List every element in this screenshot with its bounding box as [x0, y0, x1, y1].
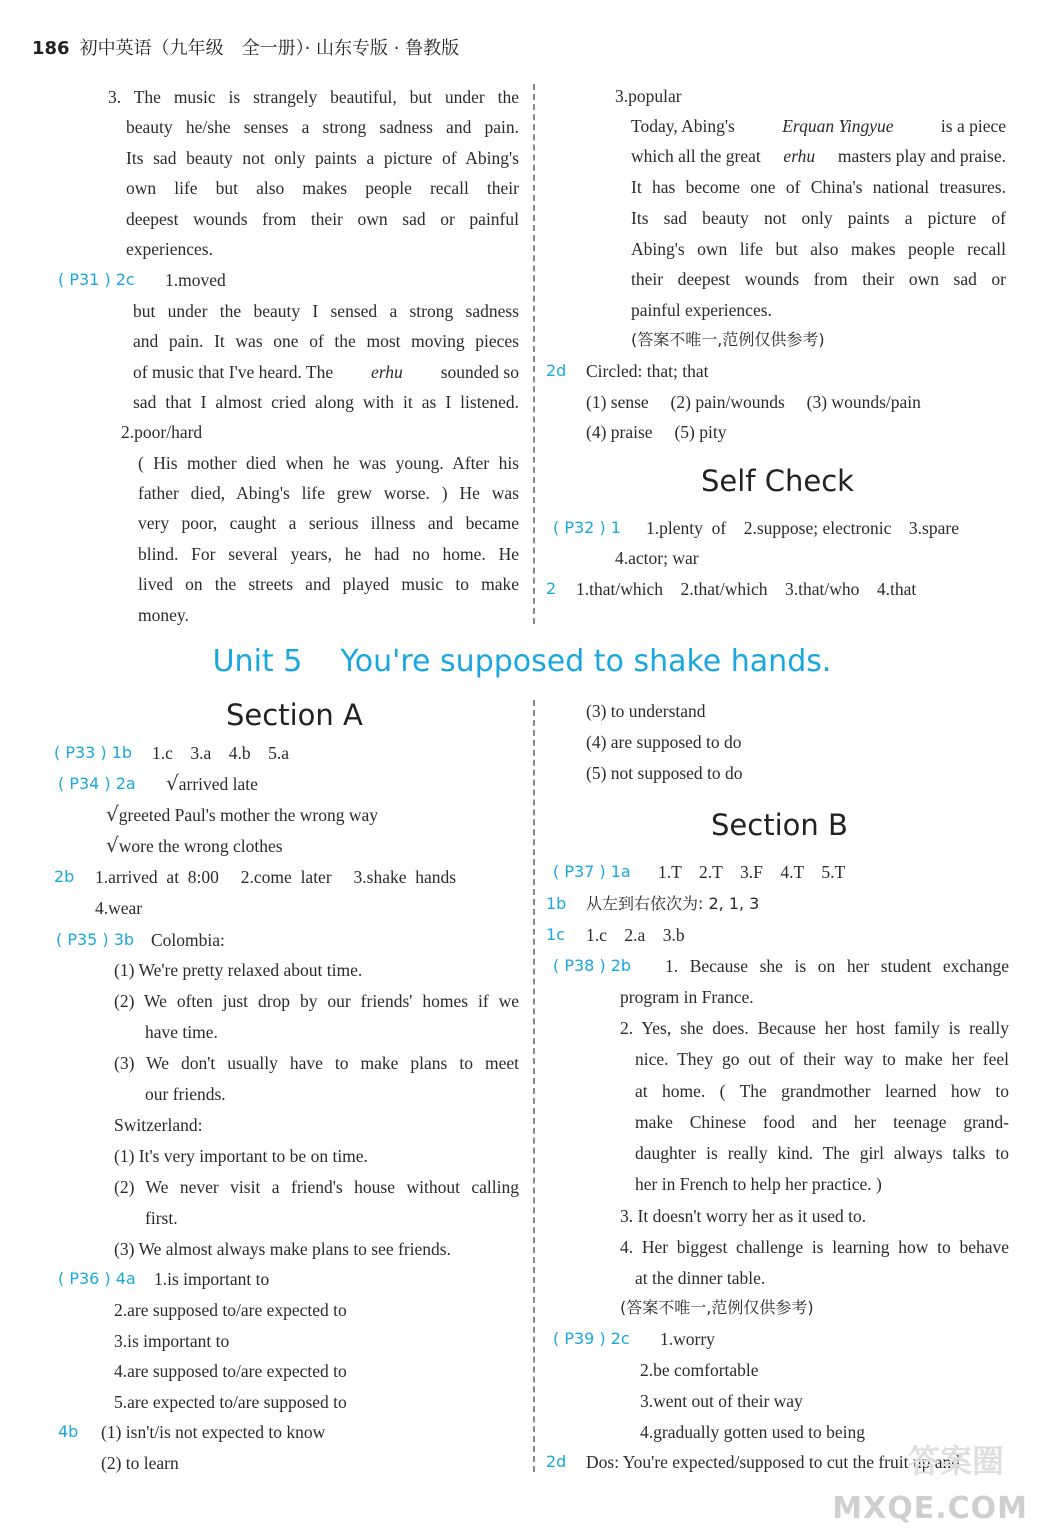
b1-text: 从左到右依次为: 2, 1, 3: [586, 894, 760, 913]
moved-line: and pain. It was one of the most moving pieces: [133, 331, 519, 351]
p38-line: program in France.: [620, 987, 754, 1007]
poor-line: father died, Abing's life grew worse. ) He was: [138, 483, 519, 503]
p38-item2-line: at home. ( The grandmother learned how to: [635, 1081, 1009, 1101]
b4-line: (2) to learn: [101, 1453, 179, 1473]
switzerland-label: Switzerland:: [114, 1115, 203, 1135]
switzerland-line: first.: [145, 1208, 178, 1228]
b4-tag: 4b: [58, 1422, 79, 1441]
d2-answers: (4) praise (5) pity: [586, 422, 727, 442]
p33-tag: ( P33 ) 1b: [54, 743, 133, 762]
p31-first: 1.moved: [165, 270, 226, 290]
check-item: [106, 804, 378, 826]
b1-tag: 1b: [546, 894, 567, 913]
p38-item4-line: at the dinner table.: [635, 1268, 766, 1288]
p39-line: 3.went out of their way: [640, 1391, 803, 1411]
answer-note: (答案不唯一,范例仅供参考): [631, 330, 825, 349]
p37-answers: 1.T 2.T 3.F 4.T 5.T: [658, 862, 846, 882]
checkmark-icon: √: [166, 771, 179, 795]
item3-line: 3. The music is strangely beautiful, but under the: [108, 87, 519, 107]
q2-tag: 2: [546, 579, 557, 598]
erhu-word: erhu: [371, 362, 403, 382]
popular-line: their deepest wounds from their own sad or: [631, 269, 1006, 289]
popular-line: Its sad beauty not only paints a picture of: [631, 208, 1006, 228]
b4-line: (4) are supposed to do: [586, 732, 742, 752]
p34-tag: ( P34 ) 2a: [58, 774, 136, 793]
moved-line: [133, 361, 519, 383]
p36-line: 4.are supposed to/are expected to: [114, 1361, 347, 1381]
popular-line: It has become one of China's national treasures.: [631, 177, 1006, 197]
poor-line: ( His mother died when he was young. After his: [138, 453, 519, 473]
p38-tag: ( P38 ) 2b: [553, 956, 632, 975]
checkmark-icon: √: [106, 833, 119, 857]
b2-tag: 2b: [54, 867, 75, 886]
checkmark-icon: √: [106, 802, 119, 826]
b4-line: (5) not supposed to do: [586, 763, 743, 783]
item3-line: own life but also makes people recall their: [126, 178, 519, 198]
which-line: [631, 145, 1006, 167]
p36-line: 1.is important to: [154, 1269, 270, 1289]
p31-tag: ( P31 ) 2c: [58, 270, 135, 289]
item3-line: experiences.: [126, 239, 213, 259]
p38-line: 1. Because she is on her student exchange: [665, 956, 1009, 976]
d2b-tag: 2d: [546, 1452, 567, 1471]
watermark-cn: 答案圈: [907, 1442, 1004, 1480]
d2-tag: 2d: [546, 361, 567, 380]
self-check-title: Self Check: [701, 464, 854, 498]
page-number: 186: [32, 38, 70, 59]
b4-line: (1) isn't/is not expected to know: [101, 1422, 326, 1442]
d2-answers: (1) sense (2) pain/wounds (3) wounds/pain: [586, 392, 921, 412]
check-item: [166, 773, 258, 795]
item3-line: Its sad beauty not only paints a picture of Abing's: [126, 148, 519, 168]
erquan-title: Erquan Yingyue: [782, 116, 894, 136]
item3-line: beauty he/she senses a strong sadness and pain.: [126, 117, 519, 137]
moved-line: but under the beauty I sensed a strong sadness: [133, 301, 519, 321]
switzerland-line: (2) We never visit a friend's house without calling: [114, 1177, 519, 1197]
page-header: [32, 34, 459, 60]
p33-answers: 1.c 3.a 4.b 5.a: [152, 743, 290, 763]
moved-line-text: of music that I've heard. The: [133, 362, 334, 382]
b4-line: (3) to understand: [586, 701, 706, 721]
erhu-word-2: erhu: [783, 146, 816, 166]
p32-line: 4.actor; war: [615, 548, 699, 568]
poor-label: 2.poor/hard: [121, 422, 203, 442]
b2-line: 1.arrived at 8:00 2.come later 3.shake hands: [95, 867, 457, 887]
poor-line: money.: [138, 605, 189, 625]
p32-line: 1.plenty of 2.suppose; electronic 3.spare: [646, 518, 959, 538]
answer-note-b: (答案不唯一,范例仅供参考): [620, 1298, 814, 1317]
c1-tag: 1c: [546, 925, 565, 944]
colombia-label: Colombia:: [151, 930, 225, 950]
p39-line: 1.worry: [660, 1329, 715, 1349]
p38-item2-line: her in French to help her practice. ): [635, 1174, 882, 1194]
colombia-line: (3) We don't usually have to make plans to meet: [114, 1053, 519, 1073]
check-item-text: greeted Paul's mother the wrong way: [118, 805, 379, 825]
popular-label: 3.popular: [615, 86, 682, 106]
d2b-text: Dos: You're expected/supposed to cut the fruit up and: [586, 1452, 960, 1472]
section-a-title: Section A: [226, 698, 363, 732]
check-item: [106, 835, 283, 857]
column-divider-top: [533, 84, 535, 624]
today-suffix: is a piece: [940, 116, 1006, 136]
watermark: MXQE.COM: [832, 1491, 1028, 1526]
p36-line: 3.is important to: [114, 1331, 230, 1351]
p36-line: 5.are expected to/are supposed to: [114, 1392, 347, 1412]
p38-item2-line: daughter is really kind. The girl always talks to: [635, 1143, 1009, 1163]
p36-line: 2.are supposed to/are expected to: [114, 1300, 347, 1320]
popular-line: Abing's own life but also makes people recall: [631, 239, 1006, 259]
sounded-so: sounded so: [440, 362, 519, 382]
p37-tag: ( P37 ) 1a: [553, 862, 631, 881]
p38-item2-line: 2. Yes, she does. Because her host family is really: [620, 1018, 1009, 1038]
colombia-line: have time.: [145, 1022, 218, 1042]
p38-item3: 3. It doesn't worry her as it used to.: [620, 1206, 867, 1226]
unit-title: Unit 5 You're supposed to shake hands.: [212, 644, 832, 679]
section-b-title: Section B: [711, 808, 848, 842]
p39-line: 2.be comfortable: [640, 1360, 759, 1380]
moved-line: sad that I almost cried along with it as I listened.: [133, 392, 519, 412]
today-line: [631, 115, 1006, 137]
p38-item2-line: make Chinese food and her teenage grand-: [635, 1112, 1009, 1132]
popular-line: painful experiences.: [631, 300, 772, 320]
book-title: 初中英语（九年级 全一册）· 山东专版 · 鲁教版: [79, 38, 460, 59]
p38-item4-line: 4. Her biggest challenge is learning how to behave: [620, 1237, 1009, 1257]
today-prefix: Today, Abing's: [631, 116, 735, 136]
which-prefix: which all the great: [631, 146, 761, 166]
p38-item2-line: nice. They go out of their way to make her feel: [635, 1049, 1009, 1069]
c1-text: 1.c 2.a 3.b: [586, 925, 685, 945]
colombia-line: (1) We're pretty relaxed about time.: [114, 960, 363, 980]
poor-line: blind. For several years, he had no home. He: [138, 544, 519, 564]
p32-tag: ( P32 ) 1: [553, 518, 621, 537]
q2-line: 1.that/which 2.that/which 3.that/who 4.that: [576, 579, 917, 599]
p36-tag: ( P36 ) 4a: [58, 1269, 136, 1288]
switzerland-line: (1) It's very important to be on time.: [114, 1146, 368, 1166]
check-item-text: wore the wrong clothes: [118, 836, 283, 856]
p39-line: 4.gradually gotten used to being: [640, 1422, 866, 1442]
colombia-line: our friends.: [145, 1084, 226, 1104]
colombia-line: (2) We often just drop by our friends' homes if we: [114, 991, 519, 1011]
which-suffix: masters play and praise.: [837, 146, 1006, 166]
poor-line: lived on the streets and played music to make: [138, 574, 519, 594]
b2-line: 4.wear: [95, 898, 143, 918]
d2-text: Circled: that; that: [586, 361, 709, 381]
p35-tag: ( P35 ) 3b: [56, 930, 135, 949]
poor-line: very poor, caught a serious illness and became: [138, 513, 519, 533]
column-divider-bottom: [533, 700, 535, 1472]
p39-tag: ( P39 ) 2c: [553, 1329, 630, 1348]
check-item-text: arrived late: [178, 774, 258, 794]
switzerland-line: (3) We almost always make plans to see friends.: [114, 1239, 451, 1259]
item3-line: deepest wounds from their own sad or painful: [126, 209, 519, 229]
